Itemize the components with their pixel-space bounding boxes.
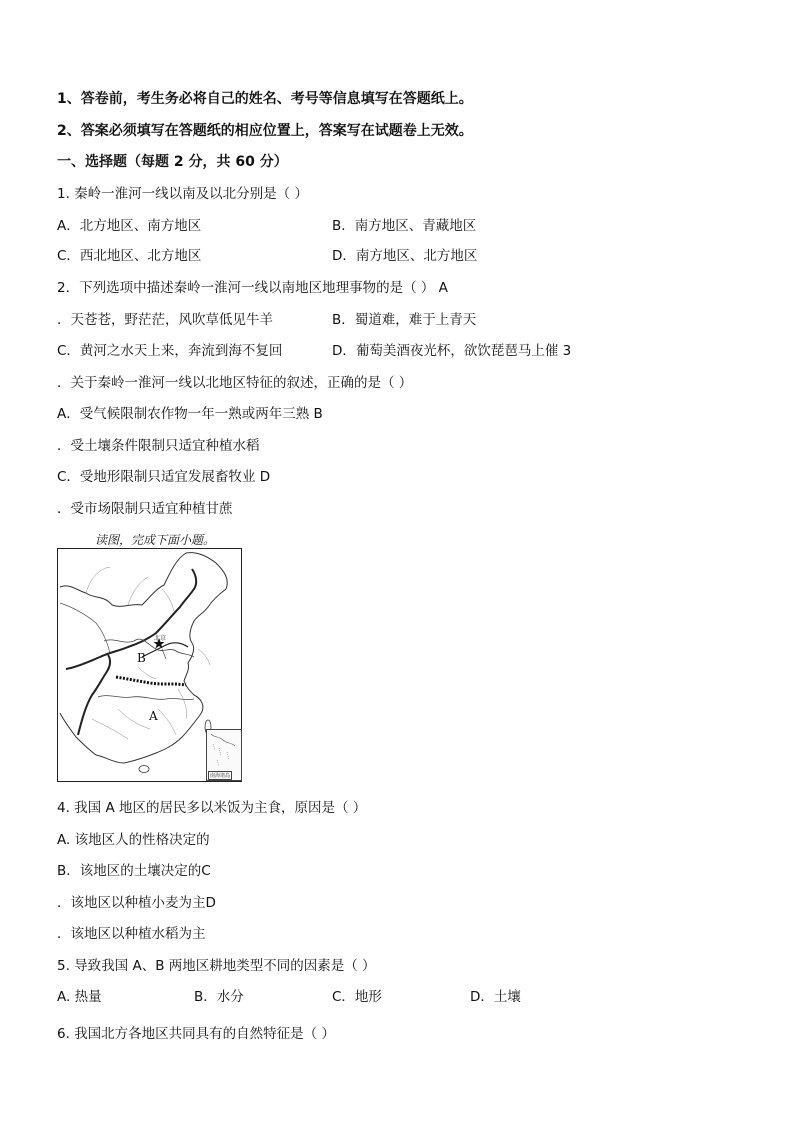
question-5-stem: 5. 导致我国 A、B 两地区耕地类型不同的因素是（ ）	[57, 958, 376, 974]
q3-option-c: C．受地形限制只适宜发展畜牧业 D	[57, 469, 271, 485]
beijing-label: 北京	[154, 635, 167, 642]
south-china-sea-inset	[206, 729, 242, 781]
q5-option-c: C．地形	[332, 989, 382, 1005]
china-map	[57, 548, 242, 782]
northwest-boundary	[60, 603, 110, 653]
question-4-stem: 4. 我国 A 地区的居民多以米饭为主食，原因是（ ）	[57, 800, 367, 816]
q2-option-d: D．葡萄美酒夜光杯，欲饮琵琶马上催 3	[332, 343, 572, 359]
q4-option-c: ．该地区以种植小麦为主D	[57, 895, 216, 911]
q5-option-d: D．土壤	[470, 989, 521, 1005]
section-heading: 一、选择题（每题 2 分，共 60 分）	[57, 154, 288, 170]
question-6-stem: 6. 我国北方各地区共同具有的自然特征是（ ）	[57, 1026, 335, 1042]
q5-option-a: A. 热量	[57, 989, 102, 1005]
region-boundary-tibet	[78, 655, 110, 735]
yangtze-river	[98, 696, 194, 700]
q4-option-d: ．该地区以种植水稻为主	[57, 926, 206, 942]
q3-option-a: A．受气候限制农作物一年一熟或两年三熟 B	[57, 406, 323, 422]
q2-option-c: C．黄河之水天上来，奔流到海不复回	[57, 343, 283, 359]
q1-option-b: B．南方地区、青藏地区	[332, 218, 477, 234]
q3-option-d: ．受市场限制只适宜种植甘蔗	[57, 501, 233, 517]
q1-option-a: A．北方地区、南方地区	[57, 218, 202, 234]
yellow-river	[104, 639, 194, 657]
region-a-label: A	[149, 709, 158, 723]
question-3-stem: ．关于秦岭一淮河一线以北地区特征的叙述，正确的是（ ）	[57, 375, 413, 391]
q2-option-a: ．天苍苍，野茫茫，风吹草低见牛羊	[57, 312, 273, 328]
instruction-1: 1、答卷前，考生务必将自己的姓名、考号等信息填写在答题纸上。	[57, 91, 473, 107]
map-caption: 读图，完成下面小题。	[95, 533, 216, 547]
hainan-island	[139, 766, 149, 773]
q1-option-d: D．南方地区、北方地区	[332, 248, 478, 264]
q5-option-b: B．水分	[194, 989, 244, 1005]
q4-option-a: A. 该地区人的性格决定的	[57, 832, 210, 848]
q3-option-b: ．受土壤条件限制只适宜种植水稻	[57, 438, 260, 454]
region-boundary-north	[66, 569, 196, 669]
question-1-stem: 1. 秦岭一淮河一线以南及以北分别是（ ）	[57, 186, 308, 202]
q1-option-c: C．西北地区、北方地区	[57, 248, 202, 264]
question-2-stem: 2．下列选项中描述秦岭一淮河一线以南地区地理事物的是（ ） A	[57, 280, 448, 296]
inset-label: 南海诸岛	[210, 773, 231, 779]
qinling-huaihe-line	[116, 677, 186, 685]
q2-option-b: B．蜀道难，难于上青天	[332, 312, 477, 328]
instruction-2: 2、答案必须填写在答题纸的相应位置上，答案写在试题卷上无效。	[57, 123, 473, 139]
q4-option-b: B．该地区的土壤决定的C	[57, 863, 211, 879]
region-b-label: B	[137, 651, 146, 665]
